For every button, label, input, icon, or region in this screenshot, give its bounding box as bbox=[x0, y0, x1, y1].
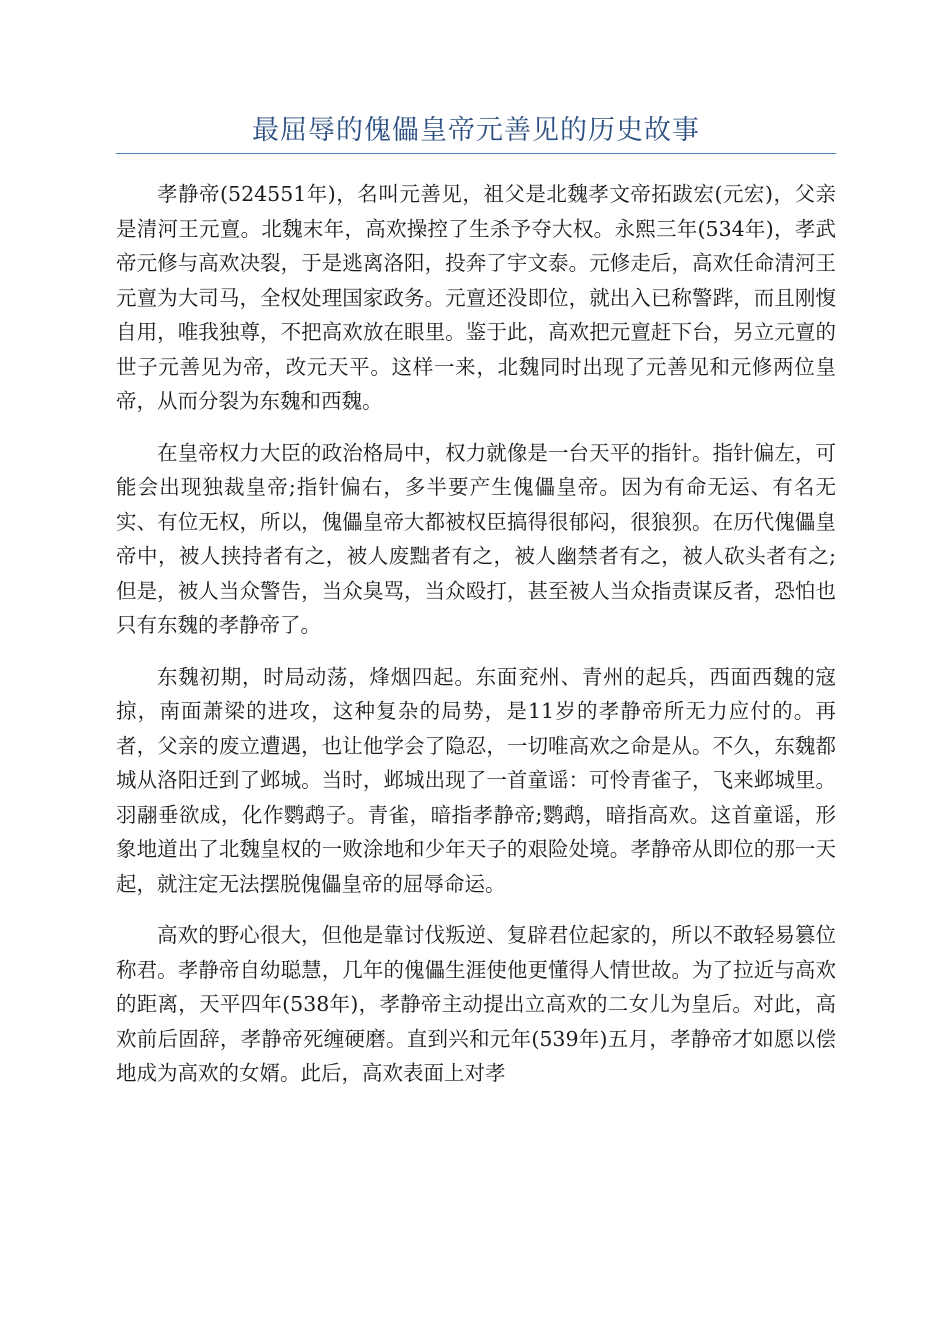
paragraph-1: 孝静帝(524551年)，名叫元善见，祖父是北魏孝文帝拓跋宏(元宏)，父亲是清河王元亶。北魏末年，高欢操控了生杀予夺大权。永熙三年(534年)，孝武帝元修与高欢决裂，于是逃离洛阳，投奔了宇文泰。元修走后，高欢任命清河王元亶为大司马，全权处理国家政务。元亶还没即位，就出入已称警跸，而且刚愎自用，唯我独尊，不把高欢放在眼里。鉴于此，高欢把元亶赶下台，另立元亶的世子元善见为帝，改元天平。这样一来，北魏同时出现了元善见和元修两位皇帝，从而分裂为东魏和西魏。 bbox=[116, 182, 836, 413]
article-body bbox=[116, 177, 836, 1108]
page-title: 最屈辱的傀儡皇帝元善见的历史故事 bbox=[252, 115, 700, 146]
paragraph-4: 高欢的野心很大，但他是靠讨伐叛逆、复辟君位起家的，所以不敢轻易篡位称君。孝静帝自幼聪慧，几年的傀儡生涯使他更懂得人情世故。为了拉近与高欢的距离，天平四年(538年)，孝静帝主动提出立高欢的二女儿为皇后。对此，高欢前后固辞，孝静帝死缠硬磨。直到兴和元年(539年)五月，孝静帝才如愿以偿地成为高欢的女婿。此后，高欢表面上对孝 bbox=[116, 923, 836, 1085]
paragraph-2: 在皇帝权力大臣的政治格局中，权力就像是一台天平的指针。指针偏左，可能会出现独裁皇帝;指针偏右，多半要产生傀儡皇帝。因为有命无运、有名无实、有位无权，所以，傀儡皇帝大都被权臣搞得很郁闷，很狼狈。在历代傀儡皇帝中，被人挟持者有之，被人废黜者有之，被人幽禁者有之，被人砍头者有之;但是，被人当众警告，当众臭骂，当众殴打，甚至被人当众指责谋反者，恐怕也只有东魏的孝静帝了。 bbox=[116, 440, 836, 637]
paragraph-3: 东魏初期，时局动荡，烽烟四起。东面兖州、青州的起兵，西面西魏的寇掠，南面萧梁的进攻，这种复杂的局势，是11岁的孝静帝所无力应付的。再者，父亲的废立遭遇，也让他学会了隐忍，一切唯高欢之命是从。不久，东魏都城从洛阳迁到了邺城。当时，邺城出现了一首童谣：可怜青雀子，飞来邺城里。羽翮垂欲成，化作鹦鹉子。青雀，暗指孝静帝;鹦鹉，暗指高欢。这首童谣，形象地道出了北魏皇权的一败涂地和少年天子的艰险处境。孝静帝从即位的那一天起，就注定无法摆脱傀儡皇帝的屈辱命运。 bbox=[116, 664, 836, 896]
title-underline bbox=[116, 153, 836, 154]
